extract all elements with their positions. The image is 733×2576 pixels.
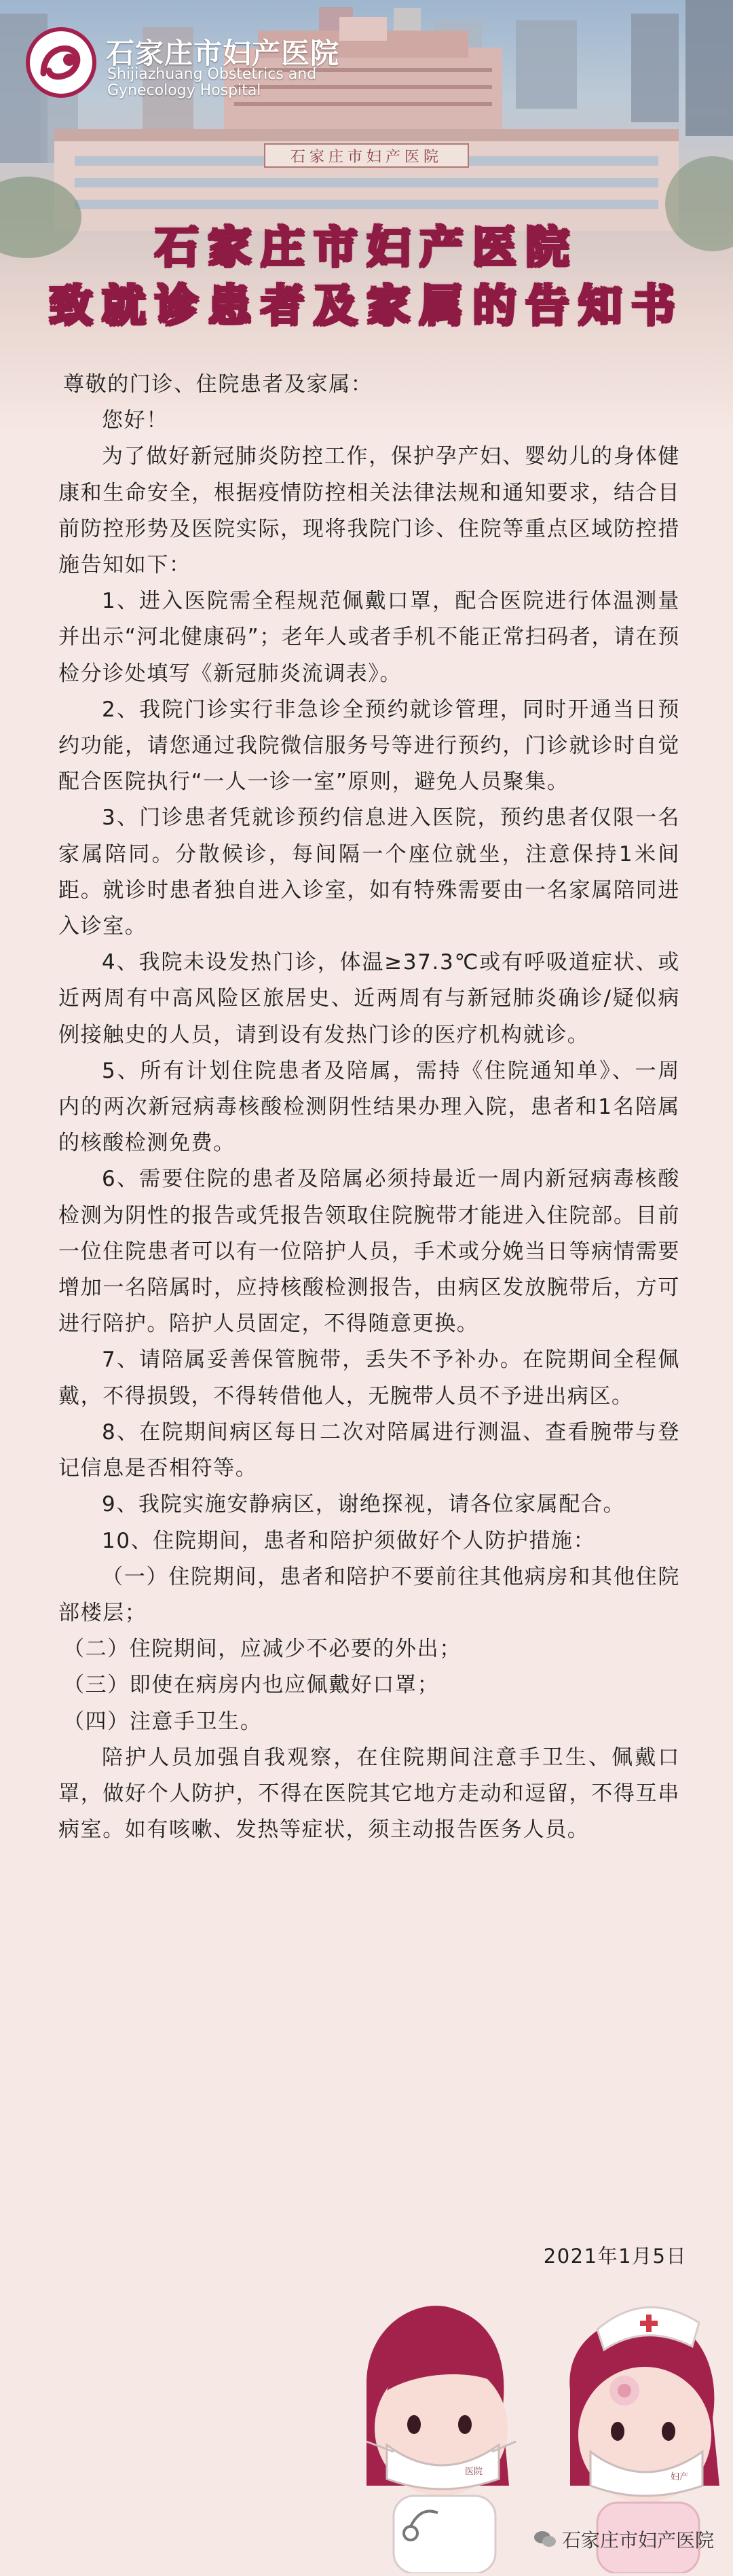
notice-item-8: 8、在院期间病区每日二次对陪属进行测温、查看腕带与登记信息是否相符等。 (58, 1419, 680, 1481)
notice-item-4: 4、我院未设发热门诊，体温≥37.3℃或有呼吸道症状、或近两周有中高风险区旅居史、近两周有与新冠肺炎确诊/疑似病例接触史的人员，请到设有发热门诊的医疗机构就诊。 (58, 950, 680, 1047)
logo-chinese-name: 石家庄市妇产医院 (106, 37, 340, 70)
title-line-2: 致就诊患者及家属的告知书 (49, 280, 684, 331)
notice-letter (58, 367, 680, 1848)
notice-item-1: 1、进入医院需全程规范佩戴口罩，配合医院进行体温测量并出示“河北健康码”；老年人或者手机不能正常扫码者，请在预检分诊处填写《新冠肺炎流调表》。 (58, 589, 680, 686)
watermark-text: 石家庄市妇产医院 (561, 2529, 714, 2552)
notice-item-9: 9、我院实施安静病区，谢绝探视，请各位家属配合。 (102, 1492, 626, 1517)
notice-item-10: 10、住院期间，患者和陪护须做好个人防护措施： (102, 1528, 596, 1553)
right-mascot-tag: 妇产 (671, 2472, 689, 2482)
hospital-logo (26, 27, 340, 102)
letter-date: 2021年1月5日 (543, 2245, 687, 2268)
notice-subitem-1: （一）住院期间，患者和陪护不要前往其他病房和其他住院部楼层； (58, 1564, 680, 1625)
salutation: 尊敬的门诊、住院患者及家属： (63, 372, 373, 397)
notice-subitem-2: （二）住院期间，应减少不必要的外出； (63, 1637, 462, 1662)
left-mascot-tag: 医院 (465, 2467, 483, 2477)
notice-subitem-3: （三）即使在病房内也应佩戴好口罩； (63, 1673, 440, 1698)
closing-paragraph: 陪护人员加强自我观察，在住院期间注意手卫生、佩戴口罩，做好个人防护，不得在医院其它地方走动和逗留，不得互串病室。如有咳嗽、发热等症状，须主动报告医务人员。 (58, 1745, 680, 1843)
logo-english-name: Shijiazhuang Obstetrics and Gynecology Hospital (107, 66, 317, 99)
notice-item-5: 5、所有计划住院患者及陪属，需持《住院通知单》、一周内的两次新冠病毒核酸检测阴性结果办理入院，患者和1名陪属的核酸检测免费。 (58, 1058, 680, 1156)
logo-badge-icon (26, 27, 96, 98)
notice-item-2: 2、我院门诊实行非急诊全预约就诊管理，同时开通当日预约功能，请您通过我院微信服务号等进行预约，门诊就诊时自觉配合医院执行“一人一诊一室”原则，避免人员聚集。 (58, 697, 680, 795)
intro-paragraph: 为了做好新冠肺炎防控工作，保护孕产妇、婴幼儿的身体健康和生命安全，根据疫情防控相关法律法规和通知要求，结合目前防控形势及医院实际，现将我院门诊、住院等重点区域防控措施告知如下： (58, 444, 680, 578)
greeting: 您好！ (102, 408, 168, 433)
left-mascot (366, 2306, 516, 2573)
page-title (0, 219, 733, 335)
wechat-icon (533, 2530, 557, 2549)
wechat-watermark (533, 2526, 714, 2553)
notice-subitem-4: （四）注意手卫生。 (63, 1709, 263, 1734)
notice-item-6: 6、需要住院的患者及陪属必须持最近一周内新冠病毒核酸检测为阴性的报告或凭报告领取住院腕带才能进入住院部。目前一位住院患者可以有一位陪护人员，手术或分娩当日等病情需要增加一名陪属时，应持核酸检测报告，由病区发放腕带后，方可进行陪护。陪护人员固定，不得随意更换。 (58, 1167, 680, 1337)
building-sign-text: 石家庄市妇产医院 (290, 149, 443, 166)
title-line-1: 石家庄市妇产医院 (155, 222, 578, 273)
notice-item-7: 7、请陪属妥善保管腕带，丢失不予补办。在院期间全程佩戴，不得损毁，不得转借他人，无腕带人员不予进出病区。 (58, 1347, 680, 1409)
notice-item-3: 3、门诊患者凭就诊预约信息进入医院，预约患者仅限一名家属陪同。分散候诊，每间隔一个座位就坐，注意保持1米间距。就诊时患者独自进入诊室，如有特殊需要由一名家属陪同进入诊室。 (58, 805, 680, 939)
